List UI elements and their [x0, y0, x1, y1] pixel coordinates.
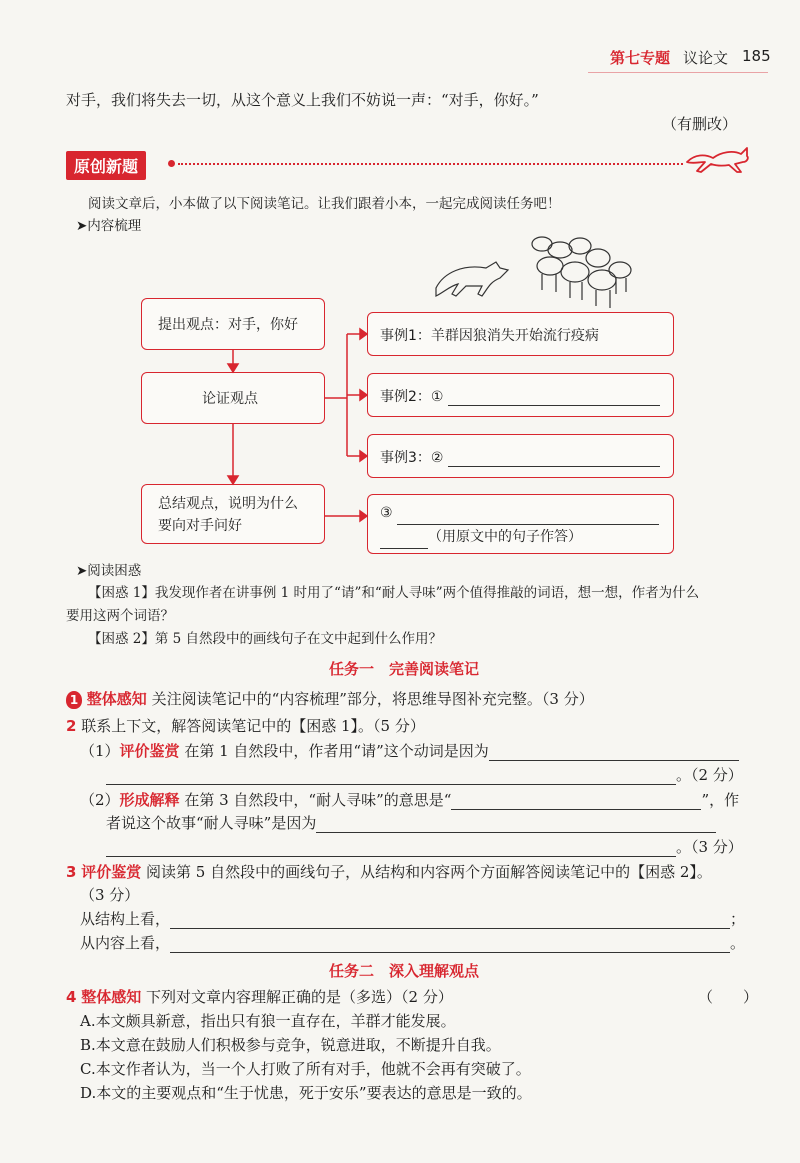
question-2-1-prefix: （1） [80, 742, 120, 760]
content-heading: ➤内容梳理 [76, 218, 142, 234]
task-1-title [329, 658, 479, 679]
task-2-title [329, 960, 479, 981]
mindmap-propose-text: 提出观点：对手，你好 [158, 317, 298, 333]
question-4-answer-paren[interactable]: （ ） [698, 988, 759, 1006]
question-3-content-blank[interactable] [170, 936, 730, 953]
question-3 [66, 861, 712, 882]
question-3-tag: 评价鉴赏 [81, 863, 142, 881]
mindmap-conclude-text-2: 要向对手问好 [158, 518, 242, 534]
question-3-content-label: 从内容上看， [80, 934, 171, 952]
question-1-text: 关注阅读笔记中的“内容梳理”部分，将思维导图补充完整。（3 分） [151, 690, 594, 708]
mindmap-argue-text: 论证观点 [202, 391, 258, 407]
example2-blank[interactable] [448, 389, 660, 406]
task-1-label: 任务一 完善阅读笔记 [329, 660, 480, 678]
question-2-1 [80, 740, 739, 761]
section-label: 第七专题 [610, 49, 671, 67]
question-4-option-b[interactable]: B.本文意在鼓励人们积极参与竞争，锐意进取，不断提升自我。 [80, 1036, 501, 1054]
question-3-structure-blank[interactable] [170, 912, 730, 929]
question-2-2-end: 。（3 分） [676, 838, 743, 856]
question-2-text: 联系上下文，解答阅读笔记中的【困惑 1】。（5 分） [81, 717, 425, 735]
question-2 [66, 715, 425, 736]
question-4-option-d[interactable]: D.本文的主要观点和“生于忧患，死于安乐”要表达的意思是一致的。 [80, 1084, 532, 1102]
header-rule [588, 72, 768, 73]
question-2-1-end: 。（2 分） [676, 766, 743, 784]
question-2-2-text: 在第 3 自然段中，“耐人寻味”的意思是“ [184, 791, 452, 809]
question-3-structure [80, 908, 745, 929]
question-2-1-blank[interactable] [489, 744, 739, 761]
original-question-badge: 原创新题 [66, 151, 146, 180]
example3-blank[interactable] [448, 450, 660, 467]
example4-blank-1[interactable] [397, 508, 659, 525]
question-2-2-prefix: （2） [80, 791, 120, 809]
mindmap-box-example1 [367, 312, 674, 356]
question-2-2-line-2-text: 者说这个故事“耐人寻味”是因为 [106, 814, 317, 832]
lead-text: 阅读文章后，小本做了以下阅读笔记。让我们跟着小本，一起完成阅读任务吧！ [88, 196, 561, 212]
question-2-2-line-3 [106, 836, 743, 857]
question-1 [66, 688, 594, 709]
section-title: 议论文 [683, 49, 729, 67]
question-2-2-line-2 [106, 812, 716, 833]
question-2-2-blank-2[interactable] [316, 816, 716, 833]
intro-text: 对手，我们将失去一切，从这个意义上我们不妨说一声：“对手，你好。” [66, 91, 539, 109]
question-4-option-a[interactable]: A.本文颇具新意，指出只有狼一直存在，羊群才能发展。 [80, 1012, 456, 1030]
question-2-1-blank-2[interactable] [106, 768, 676, 785]
question-1-tag: 整体感知 [86, 690, 147, 708]
example4-marker: ③ [380, 505, 393, 521]
question-3-number: 3 [66, 863, 77, 881]
mindmap-box-argue [141, 372, 325, 424]
question-3-score: （3 分） [80, 886, 140, 904]
example4-blank-2[interactable] [380, 532, 428, 549]
question-4-number: 4 [66, 988, 77, 1006]
question-2-2-tag: 形成解释 [119, 791, 180, 809]
question-2-2-blank-1[interactable] [451, 793, 701, 810]
question-3-content [80, 932, 745, 953]
mindmap-box-propose [141, 298, 325, 350]
question-3-text: 阅读第 5 自然段中的画线句子，从结构和内容两个方面解答阅读笔记中的【困惑 2】。 [146, 863, 712, 881]
badge-dot [168, 160, 175, 167]
mindmap-box-conclude [141, 484, 325, 544]
example2-text: 事例2：① [380, 389, 444, 405]
question-1-number: 1 [66, 691, 82, 709]
question-2-1-line-2 [106, 764, 743, 785]
mindmap-box-example4 [367, 494, 674, 554]
question-4-option-c[interactable]: C.本文作者认为，当一个人打败了所有对手，他就不会再有突破了。 [80, 1060, 531, 1078]
example3-text: 事例3：② [380, 450, 444, 466]
running-cat-icon [683, 140, 753, 176]
task-2-label: 任务二 深入理解观点 [329, 962, 480, 980]
question-2-2-blank-3[interactable] [106, 840, 676, 857]
puzzle-1-line-1: 【困惑 1】我发现作者在讲事例 1 时用了“请”和“耐人寻味”两个值得推敲的词语，想一想，作者为什么 [88, 585, 700, 601]
question-3-structure-end: ； [730, 910, 746, 928]
example1-text: 事例1：羊群因狼消失开始流行疫病 [380, 328, 599, 344]
puzzle-heading: ➤阅读困惑 [76, 563, 142, 579]
mindmap-conclude-text-1: 总结观点，说明为什么 [158, 496, 298, 512]
question-2-number: 2 [66, 717, 77, 735]
question-4-text: 下列对文章内容理解正确的是（多选）（2 分） [146, 988, 453, 1006]
dotted-divider [178, 163, 683, 165]
mindmap-box-example3 [367, 434, 674, 478]
question-2-1-tag: 评价鉴赏 [119, 742, 180, 760]
intro-note: （有删改） [662, 115, 738, 133]
example4-note: （用原文中的句子作答） [428, 529, 582, 545]
puzzle-2: 【困惑 2】第 5 自然段中的画线句子在文中起到什么作用？ [88, 631, 443, 647]
question-4-tag: 整体感知 [81, 988, 142, 1006]
mindmap-box-example2 [367, 373, 674, 417]
wolf-and-sheep-illustration [430, 232, 640, 314]
page-number: 185 [742, 47, 771, 65]
question-3-structure-label: 从结构上看， [80, 910, 171, 928]
puzzle-1-line-2: 要用这两个词语？ [66, 608, 174, 624]
question-4 [66, 986, 453, 1007]
question-2-2 [80, 789, 739, 810]
question-2-1-text: 在第 1 自然段中，作者用“请”这个动词是因为 [184, 742, 489, 760]
question-3-content-end: 。 [730, 934, 746, 952]
question-2-2-mid: ”，作 [701, 791, 740, 809]
